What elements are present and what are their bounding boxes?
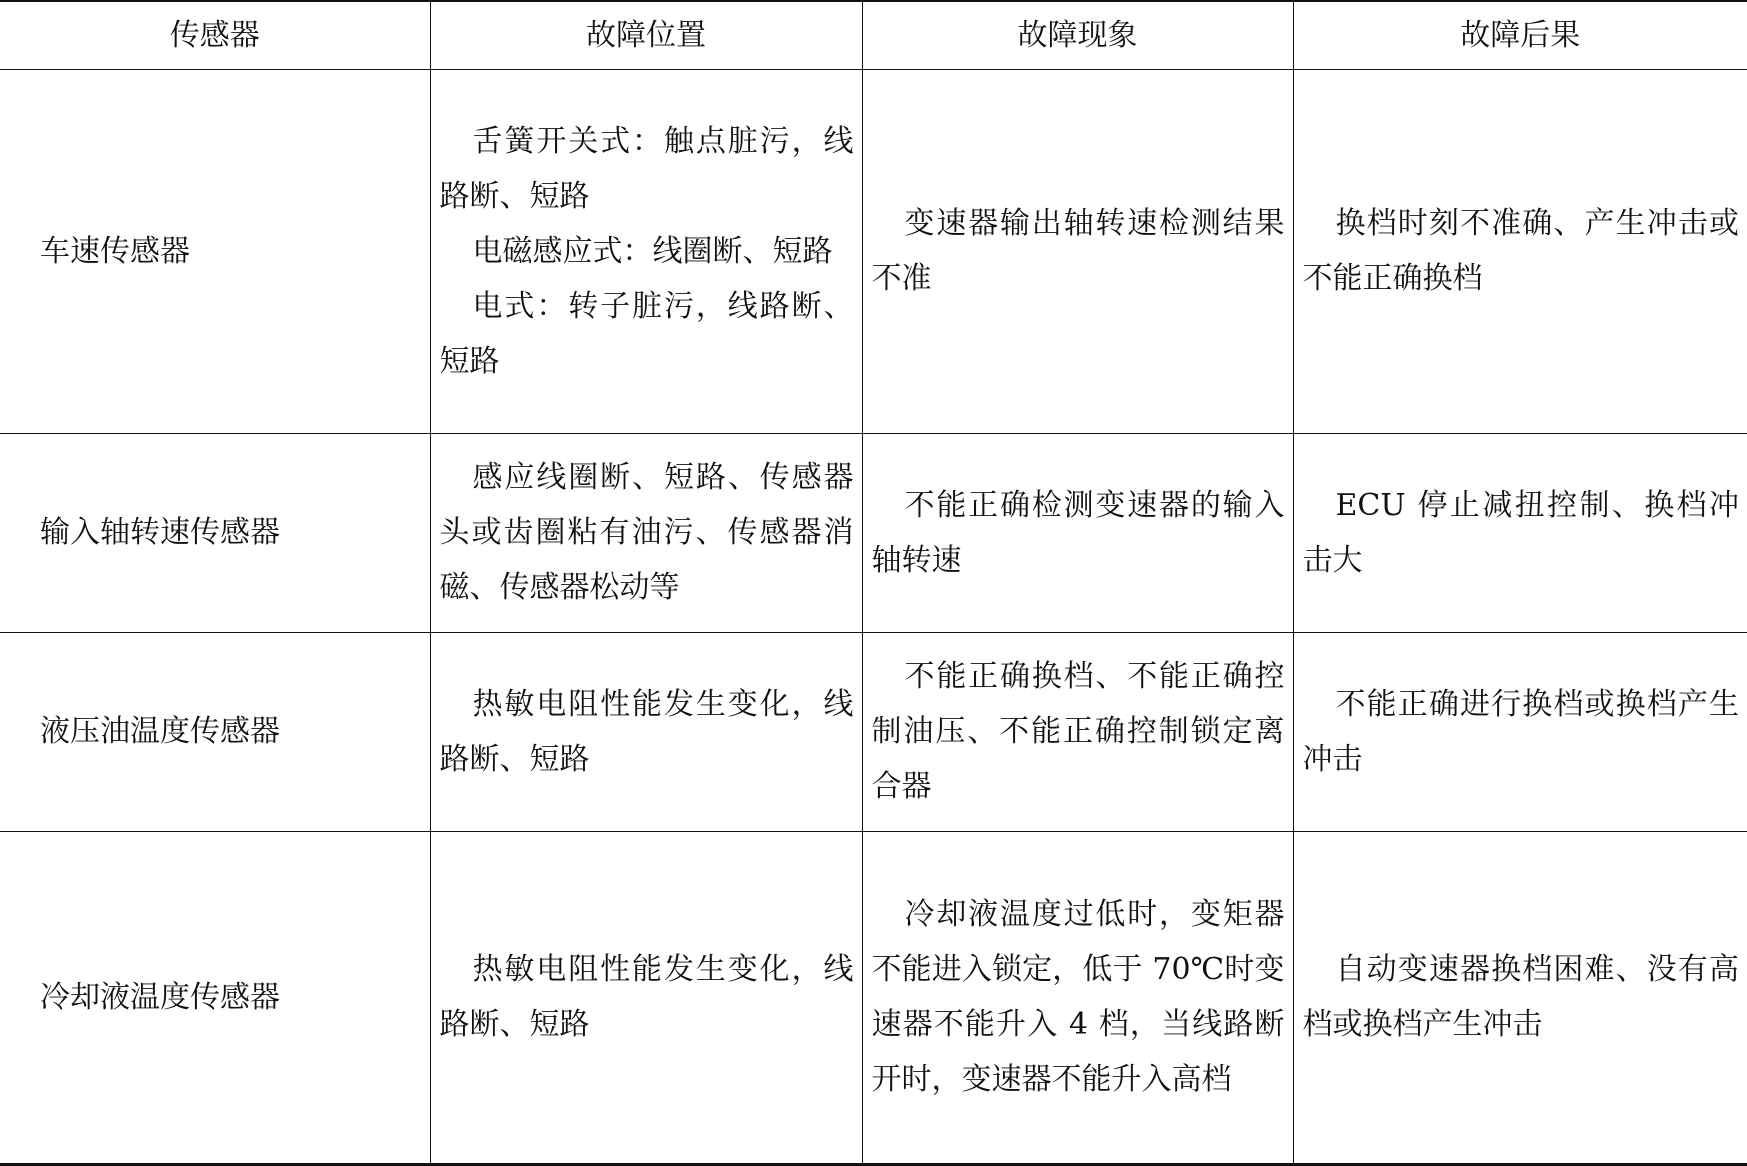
fault-consequence-cell [1293, 831, 1747, 1164]
sensor-name-cell: 输入轴转速传感器 [0, 433, 430, 632]
header-row [0, 1, 1747, 69]
fault-symptom-cell [862, 831, 1293, 1164]
fault-location-cell [430, 433, 862, 632]
fault-consequence-cell [1293, 433, 1747, 632]
fault-location-paragraph: 电磁感应式：线圈断、短路 [472, 233, 833, 269]
fault-symptom-cell [862, 632, 1293, 831]
fault-consequence-cell [1293, 632, 1747, 831]
table-row [0, 69, 1747, 433]
fault-symptom-text: 变速器输出轴转速检测结果不准 [871, 206, 1285, 296]
fault-symptom-text: 不能正确换档、不能正确控制油压、不能正确控制锁定离合器 [871, 659, 1285, 804]
fault-location-cell [430, 69, 862, 433]
sensor-name-cell: 冷却液温度传感器 [0, 831, 430, 1164]
fault-location-paragraph: 热敏电阻性能发生变化，线路断、短路 [439, 952, 854, 1042]
table-header [0, 1, 1747, 69]
header-fault-symptom: 故障现象 [862, 1, 1293, 69]
table-row [0, 632, 1747, 831]
table-row [0, 433, 1747, 632]
fault-consequence-text: 不能正确进行换档或换档产生冲击 [1302, 686, 1739, 777]
fault-consequence-cell [1293, 69, 1747, 433]
fault-consequence-text: 换档时刻不准确、产生冲击或不能正确换档 [1302, 206, 1739, 296]
fault-location-paragraph: 热敏电阻性能发生变化，线路断、短路 [439, 686, 854, 777]
fault-symptom-text: 不能正确检测变速器的输入轴转速 [871, 487, 1285, 578]
fault-location-cell [430, 632, 862, 831]
table-row [0, 831, 1747, 1164]
table-body [0, 69, 1747, 1164]
fault-consequence-text: 自动变速器换档困难、没有高档或换档产生冲击 [1302, 952, 1739, 1042]
fault-location-paragraph: 感应线圈断、短路、传感器头或齿圈粘有油污、传感器消磁、传感器松动等 [439, 460, 854, 605]
fault-symptom-cell [862, 433, 1293, 632]
header-sensor: 传感器 [0, 1, 430, 69]
header-fault-location: 故障位置 [430, 1, 862, 69]
fault-location-cell [430, 831, 862, 1164]
sensor-name-cell: 液压油温度传感器 [0, 632, 430, 831]
fault-symptom-cell [862, 69, 1293, 433]
header-fault-consequence: 故障后果 [1293, 1, 1747, 69]
sensor-name-cell: 车速传感器 [0, 69, 430, 433]
fault-symptom-text: 冷却液温度过低时，变矩器不能进入锁定，低于 70℃时变速器不能升入 4 档，当线路断开时，变速器不能升入高档 [871, 897, 1285, 1097]
fault-consequence-text: ECU 停止减扭控制、换档冲击大 [1302, 487, 1739, 578]
fault-location-paragraph: 电式：转子脏污，线路断、短路 [439, 288, 854, 379]
fault-location-paragraph: 舌簧开关式：触点脏污，线路断、短路 [439, 123, 854, 214]
